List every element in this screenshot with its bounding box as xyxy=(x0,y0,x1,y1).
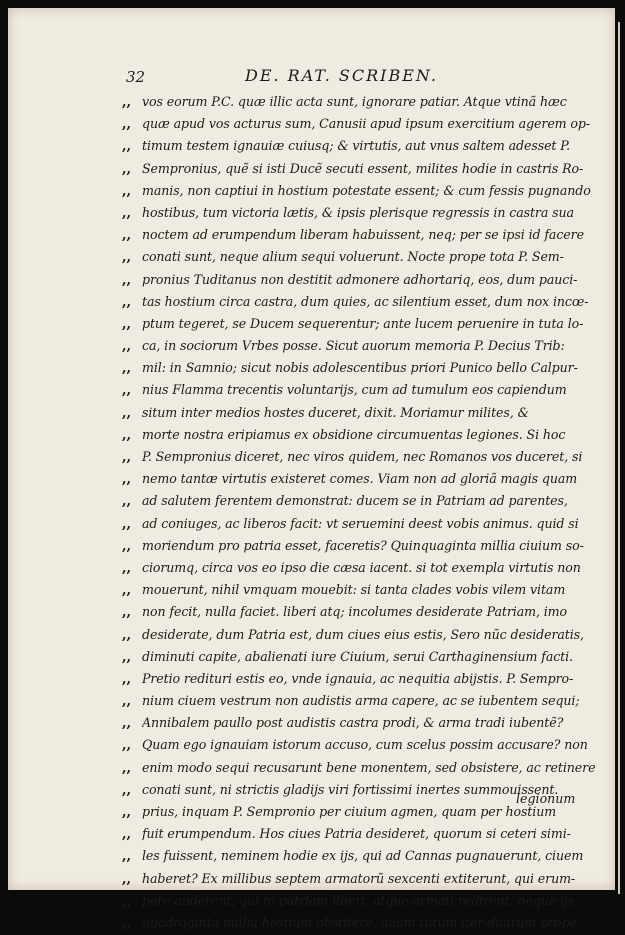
line-text: non fecit, nulla faciet. liberi atq; incolumes desiderate Patriam, imo xyxy=(142,604,568,620)
text-line xyxy=(122,646,600,668)
text-line xyxy=(122,890,600,912)
line-text: tas hostium circa castra, dum quies, ac silentium esset, dum nox incœ- xyxy=(142,293,589,309)
line-text: vos eorum P.C. quæ illic acta sunt, ignorare patiar. Atque vtinã hæc xyxy=(142,94,567,109)
quotation-mark: ,, xyxy=(122,694,132,710)
line-text: conati sunt, neque alium sequi voluerunt. Nocte prope tota P. Sem- xyxy=(142,249,564,265)
quotation-mark: ,, xyxy=(122,760,132,776)
text-line xyxy=(122,624,600,646)
line-text: ad salutem ferentem demonstrat: ducem se in Patriam ad parentes, xyxy=(142,493,568,509)
text-line xyxy=(122,158,600,180)
quotation-mark: ,, xyxy=(122,161,132,177)
text-line xyxy=(122,402,600,424)
text-line xyxy=(122,202,600,224)
quotation-mark: ,, xyxy=(122,671,132,687)
line-text: P. Sempronius diceret, nec viros quidem, nec Romanos vos duceret, si xyxy=(142,449,583,464)
quotation-mark: ,, xyxy=(122,738,132,754)
text-line xyxy=(122,246,600,268)
quotation-mark: ,, xyxy=(122,805,132,820)
line-text: quadraginta millia hostium obstitere. quam tutum iter duarum prope xyxy=(142,914,577,930)
line-text: Quam ego ignauiam istorum accuso, cum scelus possim accusare? non xyxy=(142,737,588,753)
line-text: Annibalem paullo post audistis castra prodi, & arma tradi iubentẽ? xyxy=(142,715,564,731)
text-line xyxy=(122,757,600,779)
line-text: pronius Tuditanus non destitit admonere adhortariq, eos, dum pauci- xyxy=(142,271,578,287)
quotation-mark: ,, xyxy=(122,450,132,465)
quotation-mark: ,, xyxy=(122,183,132,199)
quotation-mark: ,, xyxy=(122,494,132,510)
quotation-mark: ,, xyxy=(122,139,132,155)
text-line xyxy=(122,335,600,357)
quotation-mark: ,, xyxy=(122,205,132,221)
line-text: Pretio redituri estis eo, vnde ignauia, ac nequitia abijstis. P. Sempro- xyxy=(142,670,574,686)
quotation-mark: ,, xyxy=(122,383,132,399)
text-line xyxy=(122,712,600,734)
quotation-mark: ,, xyxy=(122,117,132,133)
quotation-mark: ,, xyxy=(122,893,132,909)
text-line xyxy=(122,579,600,601)
text-line xyxy=(122,91,600,113)
line-text: ciorumq, circa vos eo ipso die cæsa iacent. si tot exempla virtutis non xyxy=(142,559,581,575)
text-line xyxy=(122,135,600,157)
text-line xyxy=(122,357,600,379)
line-text: diminuti capite, abalienati iure Ciuium, serui Carthaginensium facti. xyxy=(142,648,573,664)
line-text: mil: in Samnio; sicut nobis adolescentibus priori Punico bello Calpur- xyxy=(142,360,578,376)
line-text: ptum tegeret, se Ducem sequerentur; ante lucem peruenire in tuta lo- xyxy=(142,315,584,331)
quotation-mark: ,, xyxy=(122,915,132,931)
line-text: pere auderent, qui in patriam liberi, atque armati redirent: neque ijs xyxy=(142,892,575,908)
quotation-mark: ,, xyxy=(122,272,132,288)
line-text: hostibus, tum victoria lætis, & ipsis plerisque regressis in castra sua xyxy=(142,204,574,220)
text-line xyxy=(122,468,600,490)
catchword: legionum xyxy=(516,791,576,806)
line-text: moriendum pro patria esset, faceretis? Quinquaginta millia ciuium so- xyxy=(142,537,584,553)
text-line xyxy=(122,823,600,845)
line-text: ca, in sociorum Vrbes posse. Sicut auorum memoria P. Decius Trib: xyxy=(142,338,565,354)
line-text: noctem ad erumpendum liberam habuissent, neq; per se ipsi id facere xyxy=(142,227,584,243)
quotation-mark: ,, xyxy=(122,95,132,110)
text-line xyxy=(122,313,600,335)
line-text: nium ciuem vestrum non audistis arma capere, ac se iubentem sequi; xyxy=(142,693,580,709)
quotation-mark: ,, xyxy=(122,849,132,865)
text-line xyxy=(122,291,600,313)
line-text: manis, non captiui in hostium potestate essent; & cum fessis pugnando xyxy=(142,182,591,198)
quotation-mark: ,, xyxy=(122,427,132,443)
text-line xyxy=(122,912,600,934)
text-line xyxy=(122,535,600,557)
text-line xyxy=(122,379,600,401)
text-line xyxy=(122,668,600,690)
text-line xyxy=(122,424,600,446)
page-number: 32 xyxy=(126,68,146,86)
quotation-mark: ,, xyxy=(122,405,132,421)
text-line xyxy=(122,269,600,291)
line-text: timum testem ignauiæ cuiusq; & virtutis, aut vnus saltem adesset P. xyxy=(142,138,571,154)
quotation-mark: ,, xyxy=(122,228,132,244)
line-text: enim modo sequi recusarunt bene monentem, sed obsistere, ac retinere xyxy=(142,759,596,775)
line-text: situm inter medios hostes duceret, dixit. Moriamur milites, & xyxy=(142,404,529,420)
text-line xyxy=(122,690,600,712)
quotation-mark: ,, xyxy=(122,716,132,732)
page-header xyxy=(8,68,615,90)
quotation-mark: ,, xyxy=(122,339,132,355)
line-text: fuit erumpendum. Hos ciues Patria desideret, quorum si ceteri simi- xyxy=(142,826,571,842)
line-text: ad coniuges, ac liberos facit: vt seruemini deest vobis animus. quid si xyxy=(142,515,579,531)
line-text: nius Flamma trecentis voluntarijs, cum ad tumulum eos capiendum xyxy=(142,382,567,398)
text-line xyxy=(122,180,600,202)
text-line xyxy=(122,446,600,468)
line-text: Sempronius, quẽ si isti Ducẽ secuti essent, milites hodie in castris Ro- xyxy=(142,160,584,176)
quotation-mark: ,, xyxy=(122,627,132,643)
quotation-mark: ,, xyxy=(122,538,132,554)
text-line xyxy=(122,113,600,135)
quotation-mark: ,, xyxy=(122,472,132,488)
text-line xyxy=(122,868,600,890)
running-title: DE. RAT. SCRIBEN. xyxy=(245,66,438,85)
quotation-mark: ,, xyxy=(122,316,132,332)
line-text: quæ apud vos acturus sum, Canusii apud ipsum exercitium agerem op- xyxy=(142,116,591,132)
text-line xyxy=(122,490,600,512)
book-page xyxy=(8,8,615,931)
quotation-mark: ,, xyxy=(122,871,132,887)
line-text: morte nostra eripiamus ex obsidione circumuentas legiones. Si hoc xyxy=(142,426,566,442)
text-line xyxy=(122,734,600,756)
quotation-mark: ,, xyxy=(122,583,132,599)
text-body xyxy=(122,91,600,934)
text-line xyxy=(122,557,600,579)
line-text: haberet? Ex millibus septem armatorũ sexcenti extiterunt, qui erum- xyxy=(142,870,576,886)
line-text: les fuissent, neminem hodie ex ijs, qui ad Cannas pugnauerunt, ciuem xyxy=(142,848,584,864)
line-text: nemo tantæ virtutis existeret comes. Viam non ad gloriã magis quam xyxy=(142,471,578,487)
quotation-mark: ,, xyxy=(122,516,132,532)
quotation-mark: ,, xyxy=(122,294,132,310)
text-line xyxy=(122,601,600,623)
quotation-mark: ,, xyxy=(122,605,132,621)
line-text: desiderate, dum Patria est, dum ciues eius estis, Sero nũc desideratis, xyxy=(142,626,584,642)
text-line xyxy=(122,513,600,535)
line-text: mouerunt, nihil vmquam mouebit: si tanta clades vobis vilem vitam xyxy=(142,582,566,598)
quotation-mark: ,, xyxy=(122,361,132,377)
line-text: conati sunt, ni strictis gladijs viri fortissimi inertes summouissent. xyxy=(142,781,559,797)
quotation-mark: ,, xyxy=(122,782,132,798)
quotation-mark: ,, xyxy=(122,649,132,665)
text-line xyxy=(122,224,600,246)
quotation-mark: ,, xyxy=(122,827,132,843)
quotation-mark: ,, xyxy=(122,250,132,266)
text-line xyxy=(122,845,600,867)
line-text: prius, inquam P. Sempronio per ciuium agmen, quam per hostium xyxy=(142,804,557,819)
quotation-mark: ,, xyxy=(122,560,132,576)
